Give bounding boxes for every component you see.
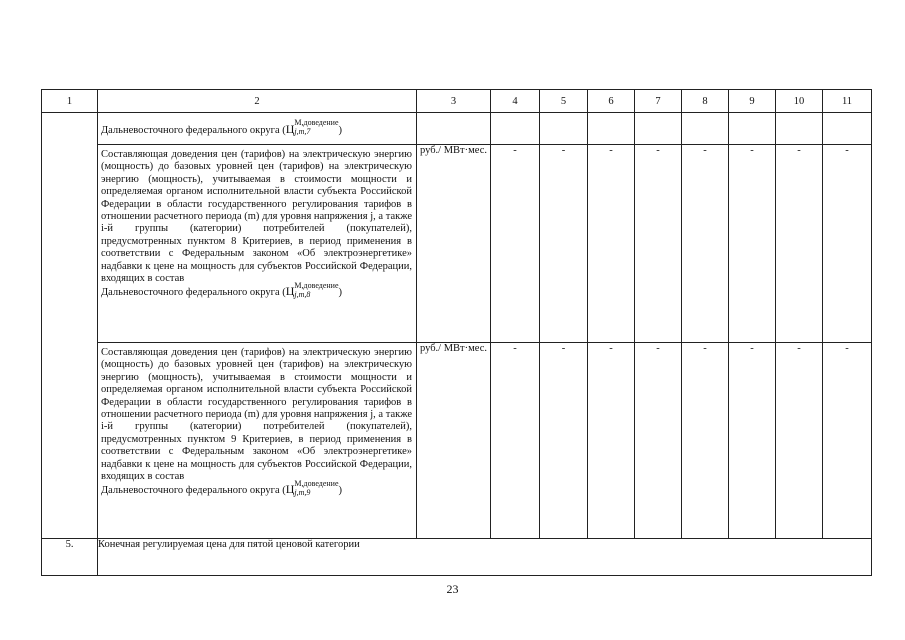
table-row xyxy=(42,145,872,343)
value-cell xyxy=(540,113,588,145)
unit-cell xyxy=(417,113,491,145)
description-last-line: Дальневосточного федерального округа ( xyxy=(101,485,286,497)
unit-cell: руб./ МВт·мес. xyxy=(417,145,491,343)
value-cell xyxy=(588,113,635,145)
value-cell xyxy=(776,113,823,145)
description-cell xyxy=(98,113,417,145)
number-cell: 5. xyxy=(42,539,98,576)
formula-subscript: j,m,7 xyxy=(294,127,311,136)
value-cell: - xyxy=(729,343,776,539)
header-cell: 2 xyxy=(98,90,417,113)
closing-paren: ) xyxy=(338,125,342,136)
header-cell: 5 xyxy=(540,90,588,113)
value-cell: - xyxy=(635,145,682,343)
table-row xyxy=(42,539,872,576)
header-cell: 11 xyxy=(823,90,872,113)
header-cell: 9 xyxy=(729,90,776,113)
formula-index xyxy=(294,281,339,300)
value-cell: - xyxy=(823,145,872,343)
header-cell: 6 xyxy=(588,90,635,113)
formula-superscript: М,доведение xyxy=(294,281,339,291)
value-cell xyxy=(635,113,682,145)
table-row xyxy=(42,113,872,145)
value-cell xyxy=(729,113,776,145)
header-row xyxy=(42,90,872,113)
unit-cell: руб./ МВт·мес. xyxy=(417,343,491,539)
value-cell: - xyxy=(776,145,823,343)
tariff-table xyxy=(41,89,872,576)
header-cell: 3 xyxy=(417,90,491,113)
value-cell: - xyxy=(588,343,635,539)
value-cell: - xyxy=(540,343,588,539)
value-cell: - xyxy=(682,343,729,539)
number-cell xyxy=(42,113,98,539)
value-cell xyxy=(823,113,872,145)
formula-superscript: М,доведение xyxy=(294,118,339,127)
closing-paren: ) xyxy=(338,485,342,497)
value-cell: - xyxy=(635,343,682,539)
description-cell xyxy=(98,145,417,343)
header-cell: 4 xyxy=(491,90,540,113)
value-cell: - xyxy=(540,145,588,343)
value-cell: - xyxy=(776,343,823,539)
formula-index xyxy=(294,118,339,136)
description-text: Составляющая доведения цен (тарифов) на электрическую энергию (мощность) до базовых уровней цен (тарифов) на электрическую энергию (мощность), учитываемая в стоимости мощности и определяемая органом исполнительной власти субъекта Российской Федерации в области государственного регулирования тарифов в отношении расчетного периода (m) для уровня напряжения j, а также i-й группы (категории) потребителей (покупателей), предусмотренных пунктом 9 Критериев, в период применения в соответствии с Федеральным законом «Об электроэнергетике» надбавки к цене на мощность для субъектов Российской Федерации, входящих в состав xyxy=(101,347,412,483)
value-cell xyxy=(682,113,729,145)
value-cell: - xyxy=(682,145,729,343)
price-symbol: Ц xyxy=(285,482,295,497)
value-cell: - xyxy=(729,145,776,343)
description-cell xyxy=(98,343,417,539)
description-last-line: Дальневосточного федерального округа ( xyxy=(101,287,286,299)
price-symbol: Ц xyxy=(285,284,295,299)
description-cell: Конечная регулируемая цена для пятой ценовой категории xyxy=(98,539,872,576)
header-cell: 10 xyxy=(776,90,823,113)
value-cell: - xyxy=(491,343,540,539)
price-symbol: Ц xyxy=(285,122,295,136)
formula-index xyxy=(294,479,339,498)
value-cell: - xyxy=(823,343,872,539)
header-cell: 1 xyxy=(42,90,98,113)
header-cell: 8 xyxy=(682,90,729,113)
description-text: Дальневосточного федерального округа ( xyxy=(101,125,286,136)
formula-subscript: j,m,9 xyxy=(294,488,311,498)
value-cell: - xyxy=(491,145,540,343)
header-cell: 7 xyxy=(635,90,682,113)
value-cell xyxy=(491,113,540,145)
page-number: 23 xyxy=(446,582,459,596)
table-row xyxy=(42,343,872,539)
formula-subscript: j,m,8 xyxy=(294,290,311,300)
closing-paren: ) xyxy=(338,287,342,299)
value-cell: - xyxy=(588,145,635,343)
description-text: Составляющая доведения цен (тарифов) на электрическую энергию (мощность) до базовых уровней цен (тарифов) на электрическую энергию (мощность), учитываемая в стоимости мощности и определяемая органом исполнительной власти субъекта Российской Федерации в области государственного регулирования тарифов в отношении расчетного периода (m) для уровня напряжения j, а также i-й группы (категории) потребителей (покупателей), предусмотренных пунктом 8 Критериев, в период применения в соответствии с Федеральным законом «Об электроэнергетике» надбавки к цене на мощность для субъектов Российской Федерации, входящих в состав xyxy=(101,149,412,285)
formula-superscript: М,доведение xyxy=(294,479,339,489)
